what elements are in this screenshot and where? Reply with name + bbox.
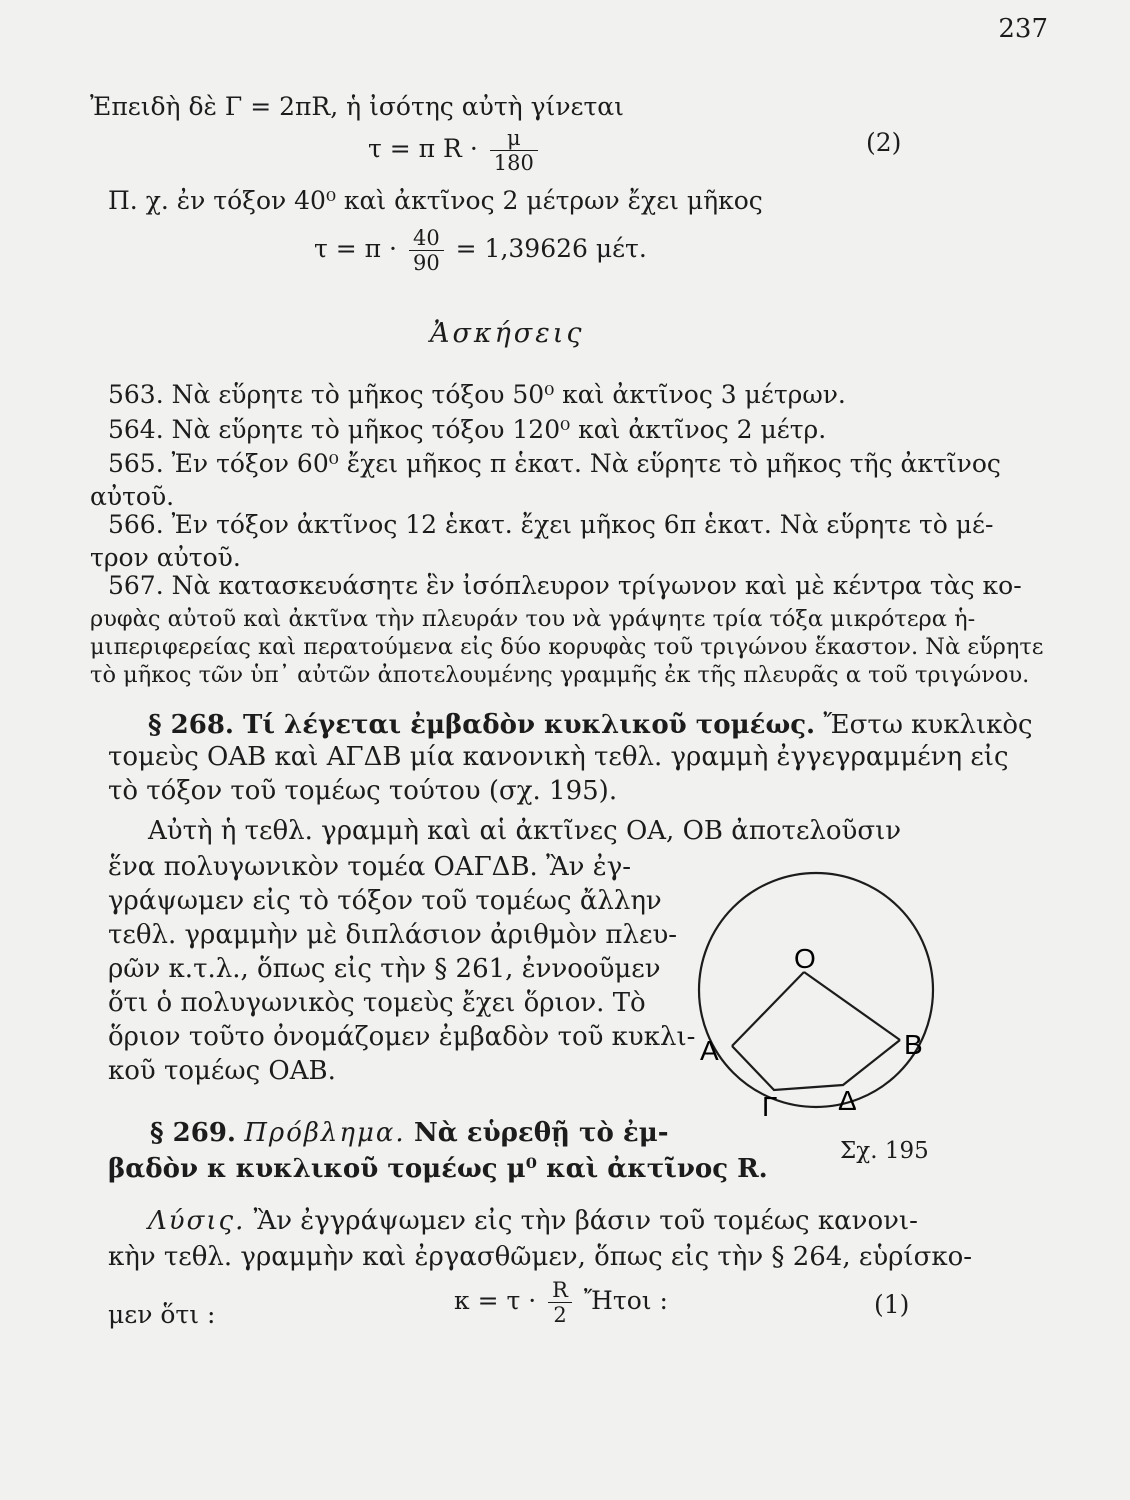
exercise-line: ρυφὰς αὐτοῦ καὶ ἀκτῖνα τὴν πλευράν του νὰ γράψητε τρία τόξα μικρότερα ἡ-: [90, 606, 976, 632]
exercise-line: 567. Νὰ κατασκευάσητε ἓν ἰσόπλευρον τρίγωνον καὶ μὲ κέντρα τὰς κο-: [108, 571, 1022, 600]
solution-line: [148, 1206, 918, 1236]
formula-rhs: = 1,39626 μέτ.: [455, 234, 647, 263]
fraction-denominator: 180: [493, 151, 534, 175]
equation-number: (2): [866, 128, 902, 157]
formula-after: Ἤτοι :: [583, 1286, 668, 1315]
section-269-heading: [150, 1118, 669, 1148]
formula-example: [314, 226, 647, 275]
fraction: [548, 1278, 572, 1327]
text-line: μεν ὅτι :: [108, 1300, 216, 1329]
label-D: Δ: [838, 1085, 857, 1116]
text-line: Αὐτὴ ἡ τεθλ. γραμμὴ καὶ αἱ ἀκτῖνες ΟΑ, ΟΒ ἀποτελοῦσιν: [148, 816, 902, 846]
solution-word: Λύσις.: [148, 1206, 246, 1236]
section-word: Πρόβλημα.: [244, 1118, 406, 1148]
formula-1: [454, 1278, 668, 1327]
formula-lhs: τ = π ·: [314, 234, 397, 263]
text-line: γράψωμεν εἰς τὸ τόξον τοῦ τομέως ἄλλην: [108, 886, 662, 916]
fraction-denominator: 90: [412, 251, 440, 275]
exercise-line: 563. Νὰ εὕρητε τὸ μῆκος τόξου 50⁰ καὶ ἀκτῖνος 3 μέτρων.: [108, 380, 846, 409]
inscribed-polyline: [732, 1040, 900, 1090]
section-title-cont: βαδὸν κ κυκλικοῦ τομέως μ⁰ καὶ ἀκτῖνος R.: [108, 1154, 768, 1184]
exercise-line: τὸ μῆκος τῶν ὑπ᾽ αὐτῶν ἀποτελουμένης γραμμῆς ἐκ τῆς πλευρᾶς α τοῦ τριγώνου.: [90, 662, 1030, 688]
figure-195: [690, 868, 950, 1138]
section-title: § 268. Τί λέγεται ἐμβαδὸν κυκλικοῦ τομέως.: [148, 710, 816, 740]
exercise-line: 564. Νὰ εὕρητε τὸ μῆκος τόξου 120⁰ καὶ ἀκτῖνος 2 μέτρ.: [108, 415, 827, 444]
exercise-line: αὐτοῦ.: [90, 482, 175, 511]
text-line: τεθλ. γραμμὴν μὲ διπλάσιον ἀριθμὸν πλευ-: [108, 920, 678, 950]
section-title: Νὰ εὑρεθῇ τὸ ἐμ-: [413, 1118, 669, 1148]
radius-OA: [732, 972, 804, 1046]
label-B: Β: [904, 1029, 923, 1060]
circle: [699, 873, 933, 1107]
figure-caption: Σχ. 195: [840, 1138, 929, 1164]
text-line: Ἐπειδὴ δὲ Γ = 2πR, ἡ ἰσότης αὐτὴ γίνεται: [90, 92, 624, 121]
page-number: 237: [998, 14, 1048, 44]
fraction-numerator: 40: [409, 226, 444, 251]
fraction: [409, 226, 444, 275]
text-line: τομεὺς ΟΑΒ καὶ ΑΓΔΒ μία κανονικὴ τεθλ. γραμμὴ ἐγγεγραμμένη εἰς: [108, 742, 1009, 772]
fraction: [490, 126, 538, 175]
exercises-heading: Ἀσκήσεις: [430, 318, 585, 349]
formula-lhs: τ = π R ·: [368, 134, 478, 163]
text-line: ὅριον τοῦτο ὀνομάζομεν ἐμβαδὸν τοῦ κυκλι-: [108, 1022, 696, 1052]
label-O: Ο: [794, 943, 816, 974]
formula-2: [368, 126, 542, 175]
equation-number: (1): [874, 1290, 910, 1319]
text-line: τὸ τόξον τοῦ τομέως τούτου (σχ. 195).: [108, 776, 618, 806]
section-text: Ἔστω κυκλικὸς: [823, 710, 1033, 740]
radius-OB: [804, 972, 900, 1040]
fraction-numerator: μ: [490, 126, 538, 151]
exercise-line: τρον αὐτοῦ.: [90, 543, 241, 572]
text-line: Π. χ. ἐν τόξον 40⁰ καὶ ἀκτῖνος 2 μέτρων ἔχει μῆκος: [108, 186, 763, 215]
exercise-line: 565. Ἐν τόξον 60⁰ ἔχει μῆκος π ἑκατ. Νὰ εὕρητε τὸ μῆκος τῆς ἀκτῖνος: [108, 449, 1001, 478]
fraction-numerator: R: [548, 1278, 572, 1303]
fraction-denominator: 2: [553, 1303, 567, 1327]
formula-lhs: κ = τ ·: [454, 1286, 537, 1315]
exercise-line: μιπεριφερείας καὶ περατούμενα εἰς δύο κορυφὰς τοῦ τριγώνου ἕκαστον. Νὰ εὕρητε: [90, 634, 1044, 660]
exercise-line: 566. Ἐν τόξον ἀκτῖνος 12 ἑκατ. ἔχει μῆκος 6π ἑκατ. Νὰ εὕρητε τὸ μέ-: [108, 510, 994, 539]
label-G: Γ: [762, 1091, 778, 1122]
section-number: § 269.: [150, 1118, 236, 1148]
text-line: ρῶν κ.τ.λ., ὅπως εἰς τὴν § 261, ἐννοοῦμεν: [108, 954, 661, 984]
solution-text: Ἂν ἐγγράψωμεν εἰς τὴν βάσιν τοῦ τομέως κανονι-: [253, 1206, 918, 1236]
text-line: ἕνα πολυγωνικὸν τομέα ΟΑΓΔΒ. Ἂν ἐγ-: [108, 852, 632, 882]
text-line: κὴν τεθλ. γραμμὴν καὶ ἐργασθῶμεν, ὅπως εἰς τὴν § 264, εὑρίσκο-: [108, 1242, 973, 1272]
label-A: Α: [700, 1035, 719, 1066]
text-line: ὅτι ὁ πολυγωνικὸς τομεὺς ἔχει ὅριον. Τὸ: [108, 988, 646, 1018]
text-line: κοῦ τομέως ΟΑΒ.: [108, 1056, 336, 1086]
section-268-heading: [148, 710, 1033, 740]
